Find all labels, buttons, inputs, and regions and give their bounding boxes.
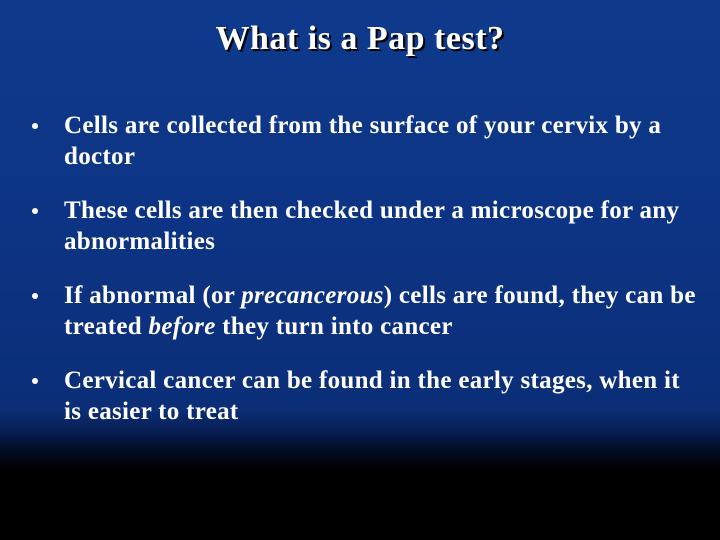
bullet-dot-icon xyxy=(32,208,38,214)
bullet-text: Cells are collected from the surface of your cervix by a doctor xyxy=(64,112,662,170)
bullet-text: they turn into cancer xyxy=(215,313,453,340)
bullet-text: Cervical cancer can be found in the early stages, when it is easier to treat xyxy=(64,367,680,425)
bullet-text: ) cells are found, they can be treated xyxy=(64,282,696,340)
emphasized-text: before xyxy=(148,313,216,340)
bullet-item xyxy=(0,280,720,342)
emphasized-text: precancerous xyxy=(241,282,384,309)
slide-title: What is a Pap test? xyxy=(215,20,505,57)
bullet-text: These cells are then checked under a microscope for any abnormalities xyxy=(64,197,680,255)
bullet-dot-icon xyxy=(32,293,38,299)
bullet-list xyxy=(0,110,720,450)
bullet-text: If abnormal (or xyxy=(64,282,242,309)
bullet-dot-icon xyxy=(32,123,38,129)
bullet-item xyxy=(0,110,720,172)
bullet-item xyxy=(0,365,720,427)
bullet-item xyxy=(0,195,720,257)
bullet-dot-icon xyxy=(32,378,38,384)
